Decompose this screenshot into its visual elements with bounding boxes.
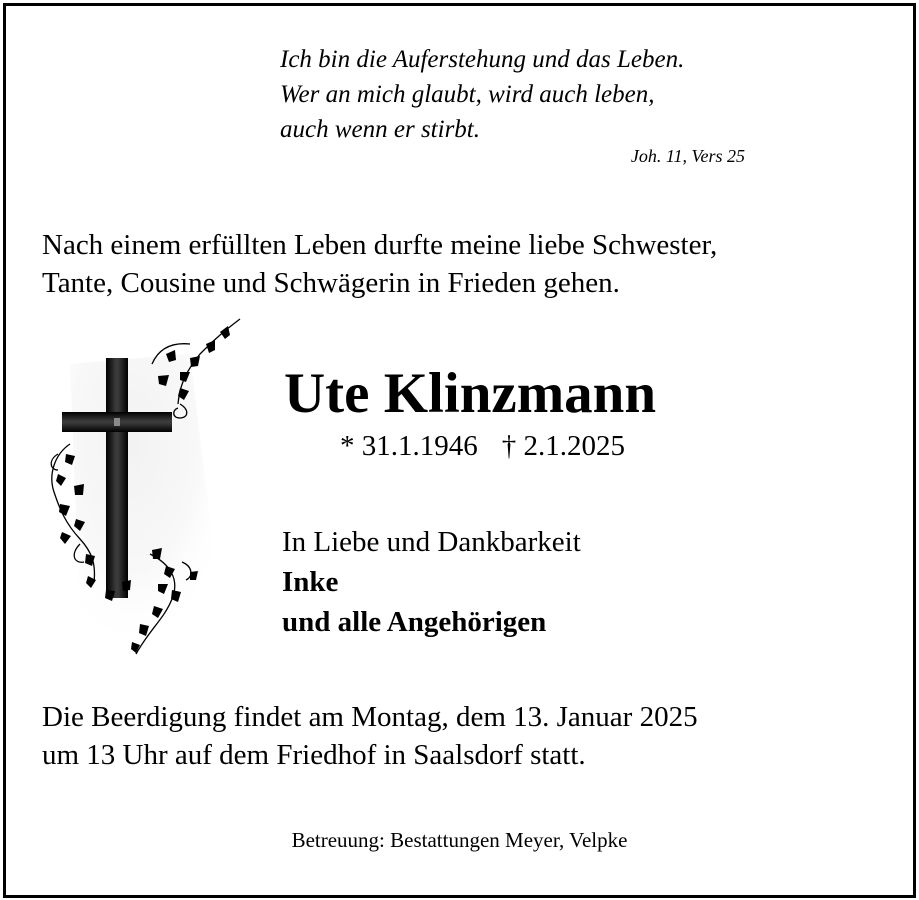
intro-text (42, 226, 872, 302)
intro-line-2: Tante, Cousine und Schwägerin in Frieden gehen. (42, 267, 620, 299)
funeral-home-credit: Betreuung: Bestattungen Meyer, Velpke (291, 828, 628, 852)
funeral-notice (42, 698, 872, 774)
funeral-line-1: Die Beerdigung findet am Montag, dem 13. Januar 2025 (42, 701, 698, 733)
death-date: † 2.1.2025 (501, 430, 625, 462)
funeral-line-2: um 13 Uhr auf dem Friedhof in Saalsdorf statt. (42, 739, 586, 771)
deceased-name: Ute Klinzmann (284, 362, 657, 425)
mourner-relatives: und alle Angehörigen (282, 606, 547, 638)
verse-line-1: Ich bin die Auferstehung und das Leben. (280, 46, 685, 73)
mourners-block (282, 522, 782, 642)
birth-date: * 31.1.1946 (340, 430, 478, 462)
mourner-name: Inke (282, 566, 339, 598)
life-dates (340, 428, 625, 464)
mourners-intro: In Liebe und Dankbarkeit (282, 526, 581, 558)
cross-with-ivy-icon (40, 314, 252, 659)
intro-line-1: Nach einem erfüllten Leben durfte meine liebe Schwester, (42, 229, 718, 261)
bible-verse (280, 42, 800, 147)
verse-reference: Joh. 11, Vers 25 (630, 146, 745, 166)
verse-line-2: Wer an mich glaubt, wird auch leben, (280, 81, 655, 108)
verse-line-3: auch wenn er stirbt. (280, 116, 480, 143)
